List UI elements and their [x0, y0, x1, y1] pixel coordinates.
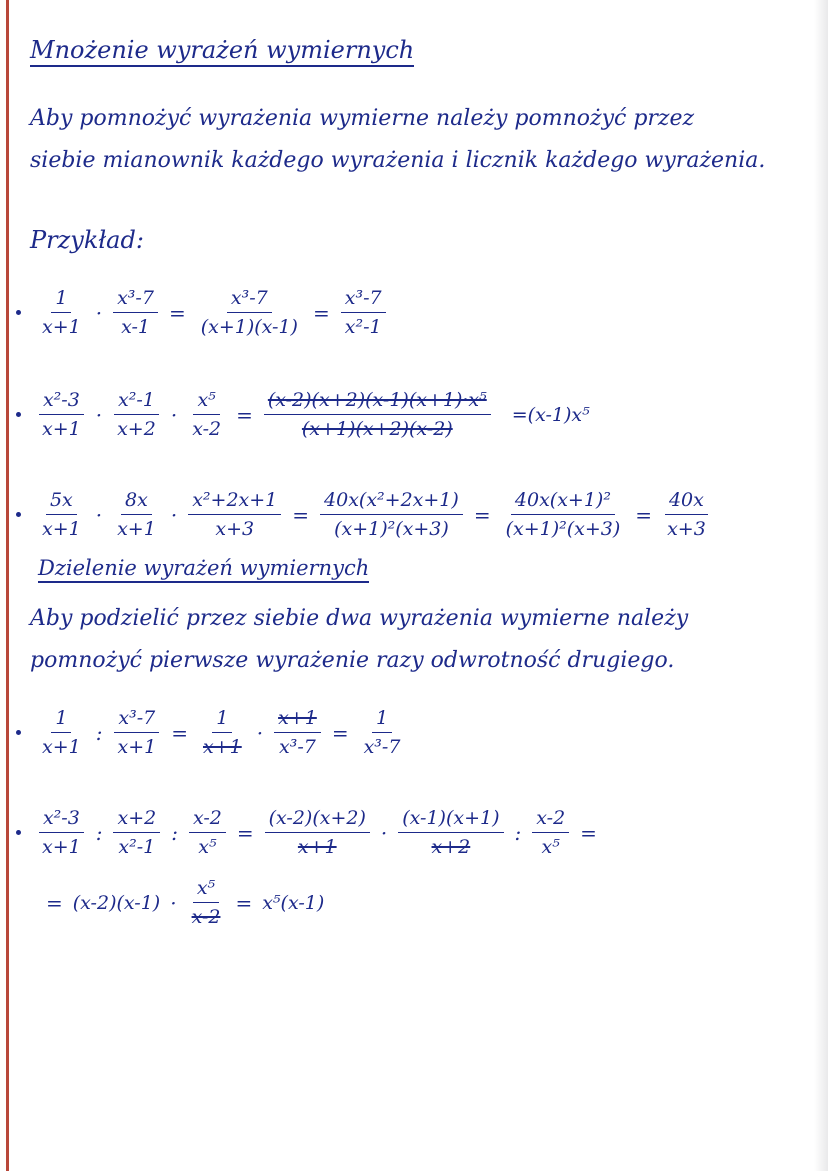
fraction-crossed: $\frac{\text{40x(x+1)²}}{\text{(x+1)²(x+3)}}$ — [505, 489, 621, 540]
fraction: $\frac{1}{x+1}$ — [202, 707, 242, 758]
bullet-dot — [16, 512, 21, 517]
expression: (x-2)(x-1) — [72, 891, 161, 914]
equals-sign: = — [635, 502, 653, 527]
bullet-dot — [16, 412, 21, 417]
example-5-continuation — [40, 876, 328, 929]
fraction: $\frac{1}{\text{x³-7}}$ — [363, 707, 401, 758]
divide-sign: : — [95, 720, 103, 745]
fraction-crossed: $\frac{\text{(x-2)(x+2)(x-1)(x+1)·x⁵}}{(x+1)(x+2)(x-2)}$ — [264, 388, 491, 441]
example-2 — [16, 388, 594, 441]
example-5 — [16, 806, 603, 859]
fraction: $\frac{\text{x²+2x+1}}{x+3}$ — [188, 488, 281, 541]
fraction: $\frac{\text{x⁵}}{x-2}$ — [191, 877, 221, 928]
section-title-multiplication: Mnożenie wyrażeń wymiernych — [30, 36, 414, 67]
fraction: $\frac{\text{x³-7}}{\text{x²-1}}$ — [341, 286, 386, 339]
example-label: Przykład: — [30, 226, 144, 254]
rule-line-1: Aby podzielić przez siebie dwa wyrażenia wymierne należy — [30, 606, 689, 631]
equals-sign: = — [292, 502, 310, 527]
fraction: $\frac{x-2}{\text{x⁵}}$ — [189, 806, 226, 859]
multiply-dot: · — [170, 402, 178, 427]
divide-sign: : — [95, 820, 103, 845]
equals-sign: = — [580, 820, 597, 845]
equals-sign: = — [331, 720, 349, 745]
fraction: $\frac{40x}{x+3}$ — [663, 488, 710, 541]
equals-sign: = — [46, 890, 63, 915]
fraction: $\frac{\text{x²-3}}{x+1}$ — [38, 806, 85, 859]
bullet-dot — [16, 830, 21, 835]
bullet-dot — [16, 310, 21, 315]
margin-line — [6, 0, 9, 1171]
fraction: $\frac{\text{x²-3}}{x+1}$ — [38, 388, 85, 441]
equals-sign: = — [473, 502, 491, 527]
multiplication-rule — [30, 98, 765, 182]
fraction: $\frac{x+2}{\text{x²-1}}$ — [113, 806, 160, 859]
multiply-dot: · — [170, 502, 178, 527]
multiply-dot: · — [95, 402, 103, 427]
example-3 — [16, 488, 715, 541]
result: =(x-1)x⁵ — [511, 403, 590, 426]
section-title-division: Dzielenie wyrażeń wymiernych — [38, 556, 369, 583]
result: x⁵(x-1) — [262, 891, 325, 914]
bullet-dot — [16, 730, 21, 735]
equals-sign: = — [236, 820, 254, 845]
fraction: $\frac{x+1}{\text{x³-7}}$ — [274, 706, 321, 759]
example-1 — [16, 286, 391, 339]
equals-sign: = — [312, 300, 330, 325]
fraction: $\frac{1}{x+1}$ — [42, 287, 81, 338]
divide-sign: : — [171, 820, 178, 845]
equals-sign: = — [171, 720, 188, 745]
multiply-dot: · — [380, 820, 388, 845]
fraction: $\frac{8x}{x+1}$ — [117, 489, 156, 540]
rule-line-1: Aby pomnożyć wyrażenia wymierne należy pomnożyć przez — [30, 106, 695, 131]
equals-sign: = — [235, 890, 253, 915]
multiply-dot: · — [170, 890, 177, 915]
division-rule — [30, 598, 688, 682]
fraction: $\frac{1}{x+1}$ — [42, 707, 81, 758]
fraction: $\frac{\text{40x(x²+2x+1)}}{\text{(x+1)²(x+3)}}$ — [320, 488, 463, 541]
fraction: $\frac{(x-2)(x+2)}{x+1}$ — [265, 806, 370, 859]
multiply-dot: · — [95, 300, 103, 325]
multiply-dot: · — [256, 720, 264, 745]
rule-line-2: pomnożyć pierwsze wyrażenie razy odwrotność drugiego. — [30, 648, 675, 673]
fraction: $\frac{x-2}{\text{x⁵}}$ — [532, 806, 569, 859]
example-4 — [16, 706, 409, 759]
fraction: $\frac{\text{x⁵}}{x-2}$ — [192, 389, 222, 440]
multiply-dot: · — [95, 502, 103, 527]
fraction: $\frac{\text{x³-7}}{x+1}$ — [113, 706, 160, 759]
fraction: $\frac{\text{x²-1}}{x+2}$ — [113, 388, 160, 441]
page-edge-shadow — [814, 0, 828, 1171]
rule-line-2: siebie mianownik każdego wyrażenia i licznik każdego wyrażenia. — [30, 148, 766, 173]
equals-sign: = — [168, 300, 186, 325]
fraction: $\frac{(x-1)(x+1)}{x+2}$ — [398, 806, 503, 859]
fraction: $\frac{\text{x³-7}}{(x+1)(x-1)}$ — [200, 287, 298, 338]
fraction: $\frac{5x}{x+1}$ — [42, 489, 81, 540]
equals-sign: = — [236, 402, 253, 427]
fraction: $\frac{\text{x³-7}}{x-1}$ — [113, 286, 158, 339]
divide-sign: : — [514, 820, 522, 845]
